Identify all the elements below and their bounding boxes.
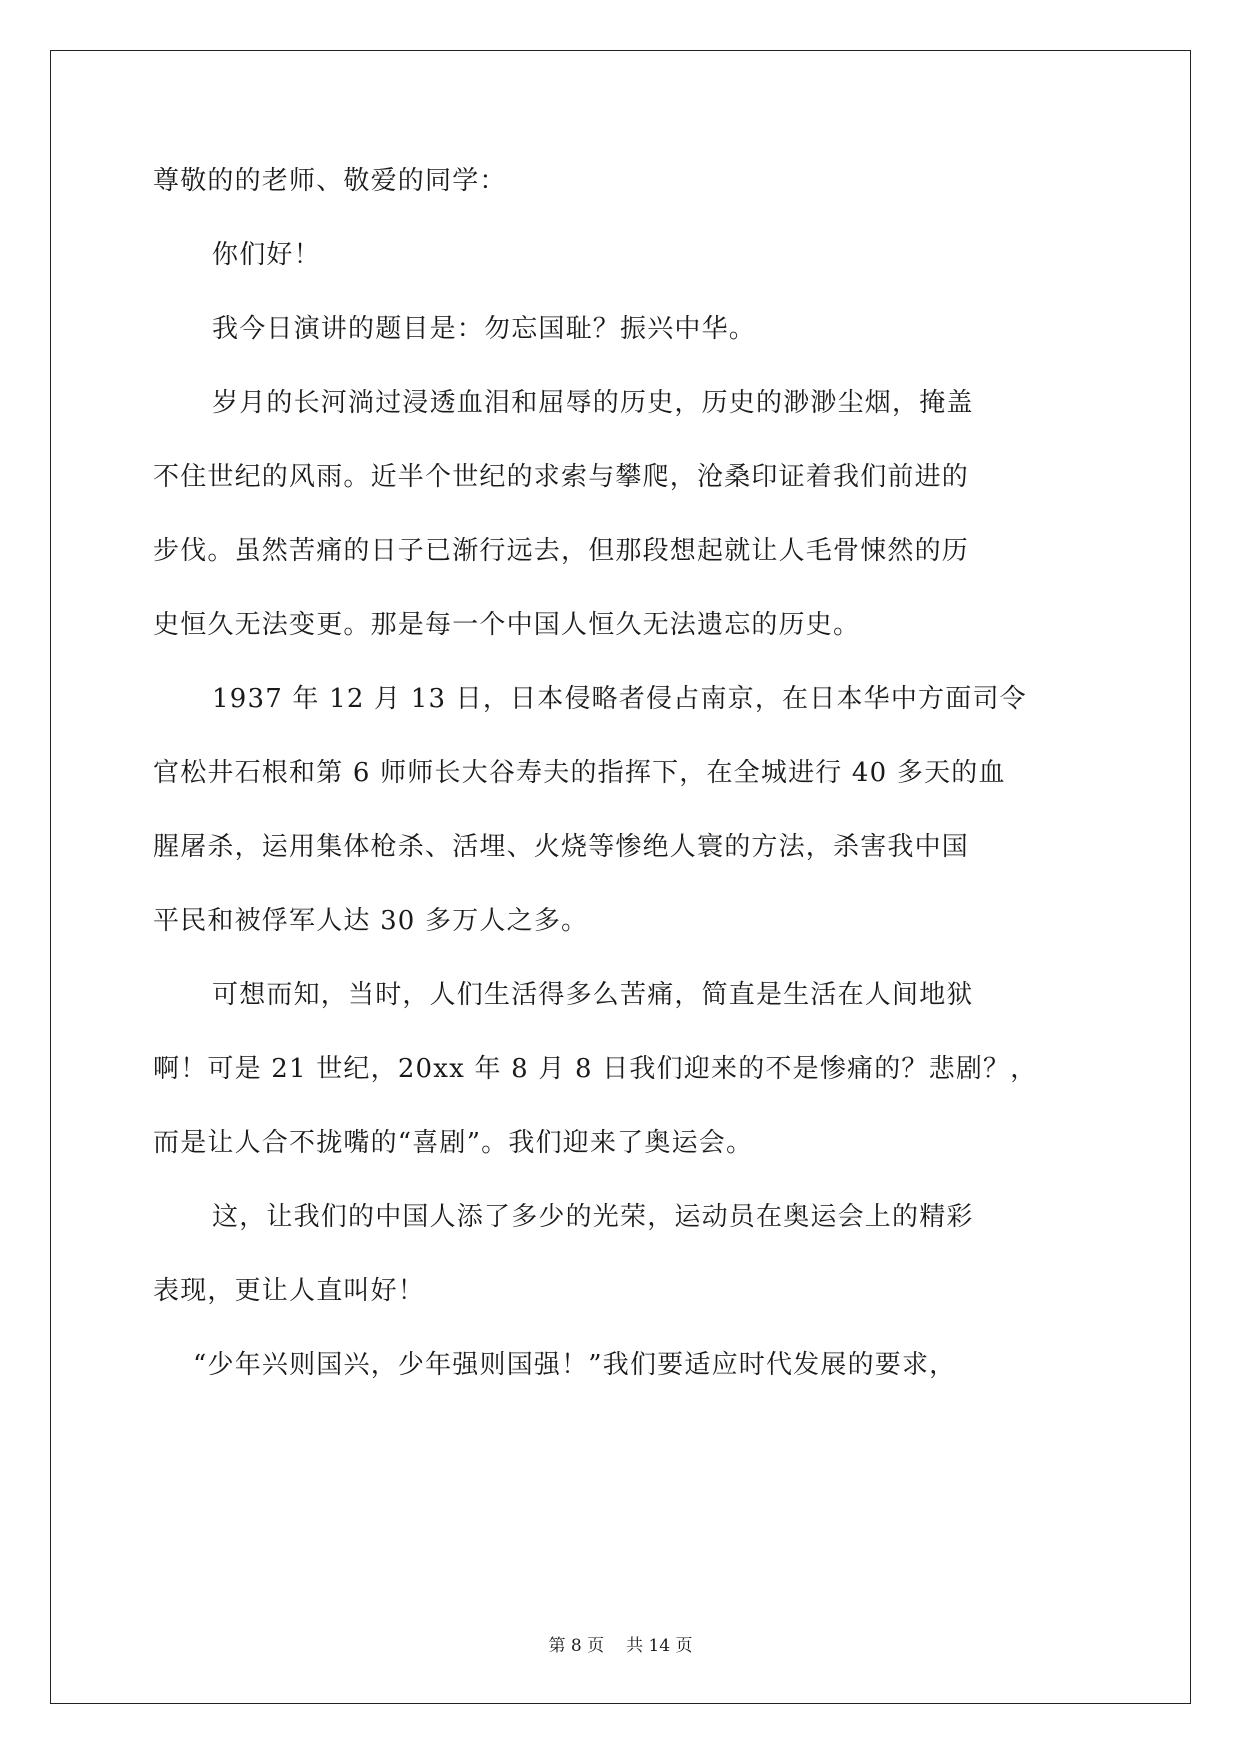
text-line: 尊敬的的老师、敬爱的同学： <box>153 166 507 196</box>
text-line: 这，让我们的中国人添了多少的光荣，运动员在奥运会上的精彩 <box>212 1202 974 1232</box>
page-border <box>50 50 1191 1704</box>
text-line: 1937 年 12 月 13 日，日本侵略者侵占南京，在日本华中方面司令 <box>212 684 1027 714</box>
text-line: 史恒久无法变更。那是每一个中国人恒久无法遗忘的历史。 <box>153 610 861 640</box>
page-total: 共 14 页 <box>626 1636 693 1656</box>
text-line: “少年兴则国兴，少年强则国强！”我们要适应时代发展的要求， <box>193 1350 957 1380</box>
text-line: 表现，更让人直叫好！ <box>153 1276 426 1306</box>
text-line: 而是让人合不拢嘴的“喜剧”。我们迎来了奥运会。 <box>153 1128 754 1158</box>
text-line: 啊！可是 21 世纪，20xx 年 8 月 8 日我们迎来的不是惨痛的？悲剧？， <box>153 1054 1038 1084</box>
page-footer <box>0 1636 1241 1656</box>
text-line: 岁月的长河淌过浸透血泪和屈辱的历史，历史的渺渺尘烟，掩盖 <box>212 388 974 418</box>
page-number: 第 8 页 <box>548 1636 605 1656</box>
text-line: 不住世纪的风雨。近半个世纪的求索与攀爬，沧桑印证着我们前进的 <box>153 462 970 492</box>
text-line: 腥屠杀，运用集体枪杀、活埋、火烧等惨绝人寰的方法，杀害我中国 <box>153 832 970 862</box>
text-line: 步伐。虽然苦痛的日子已渐行远去，但那段想起就让人毛骨悚然的历 <box>153 536 970 566</box>
text-line: 我今日演讲的题目是：勿忘国耻？振兴中华。 <box>212 314 757 344</box>
text-line: 官松井石根和第 6 师师长大谷寿夫的指挥下，在全城进行 40 多天的血 <box>153 758 1006 788</box>
text-line: 可想而知，当时，人们生活得多么苦痛，简直是生活在人间地狱 <box>212 980 974 1010</box>
text-line: 你们好！ <box>212 240 321 270</box>
text-line: 平民和被俘军人达 30 多万人之多。 <box>153 906 589 936</box>
